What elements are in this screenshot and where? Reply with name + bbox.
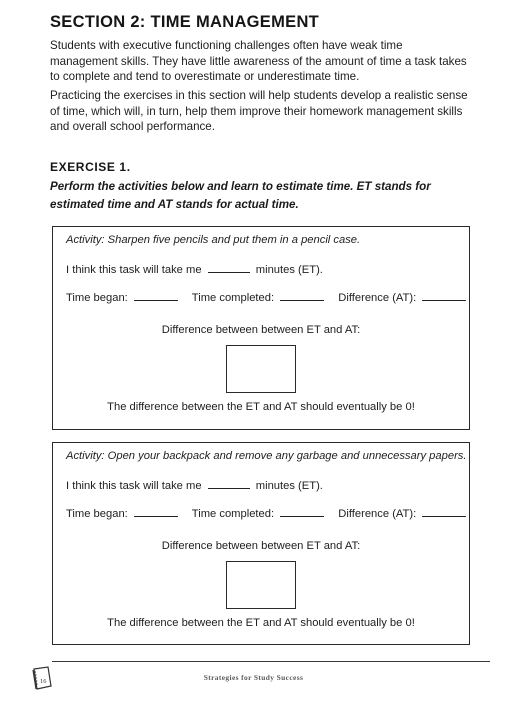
- time-began-label: Time began:: [66, 508, 128, 520]
- estimate-prefix: I think this task will take me: [66, 264, 202, 276]
- time-began-label: Time began:: [66, 292, 128, 304]
- intro-paragraph-2: Practicing the exercises in this section will help students develop a realistic sense of time, which will, in turn, help them improve their homework management skills and overall school performance.: [50, 89, 468, 133]
- difference-blank[interactable]: [422, 290, 466, 301]
- estimate-line: [66, 478, 323, 492]
- time-completed-blank[interactable]: [280, 290, 324, 301]
- page-number: 16: [40, 678, 47, 685]
- time-completed-label: Time completed:: [191, 508, 275, 520]
- section-title: SECTION 2: TIME MANAGEMENT: [50, 13, 320, 31]
- time-completed-label: Time completed:: [191, 292, 275, 304]
- estimate-line: [66, 262, 323, 276]
- time-line: [66, 290, 469, 304]
- difference-blank[interactable]: [422, 506, 466, 517]
- intro-paragraph-1: Students with executive functioning challenges often have weak time management skills. They have little awareness of the amount of time a task takes to complete and tend to overestimate or underestimate time.: [50, 39, 467, 83]
- footer-rule: [52, 661, 490, 662]
- time-completed-blank[interactable]: [280, 506, 324, 517]
- difference-between-label: Difference between between ET and AT:: [161, 540, 361, 552]
- time-began-blank[interactable]: [134, 290, 178, 301]
- estimate-blank[interactable]: [208, 478, 250, 489]
- exercise-title: EXERCISE 1.: [50, 160, 131, 174]
- goal-note: The difference between the ET and AT should eventually be 0!: [107, 617, 415, 629]
- activity-title: Activity: Open your backpack and remove any garbage and unnecessary papers.: [66, 450, 467, 462]
- time-line: [66, 506, 469, 520]
- estimate-suffix: minutes (ET).: [255, 480, 323, 492]
- difference-answer-box[interactable]: [226, 561, 296, 609]
- activity-box-2: [52, 442, 470, 645]
- running-title: Strategies for Study Success: [203, 673, 304, 682]
- activity-title: Activity: Sharpen five pencils and put them in a pencil case.: [66, 234, 361, 246]
- difference-answer-box[interactable]: [226, 345, 296, 393]
- exercise-instructions: Perform the activities below and learn to estimate time. ET stands for estimated time and AT stands for actual time.: [50, 180, 431, 211]
- difference-label: Difference (AT):: [338, 508, 417, 520]
- difference-label: Difference (AT):: [338, 292, 417, 304]
- difference-between-label: Difference between between ET and AT:: [161, 324, 361, 336]
- time-began-blank[interactable]: [134, 506, 178, 517]
- goal-note: The difference between the ET and AT should eventually be 0!: [107, 401, 415, 413]
- estimate-prefix: I think this task will take me: [66, 480, 202, 492]
- estimate-suffix: minutes (ET).: [255, 264, 323, 276]
- estimate-blank[interactable]: [208, 262, 250, 273]
- activity-box-1: [52, 226, 470, 430]
